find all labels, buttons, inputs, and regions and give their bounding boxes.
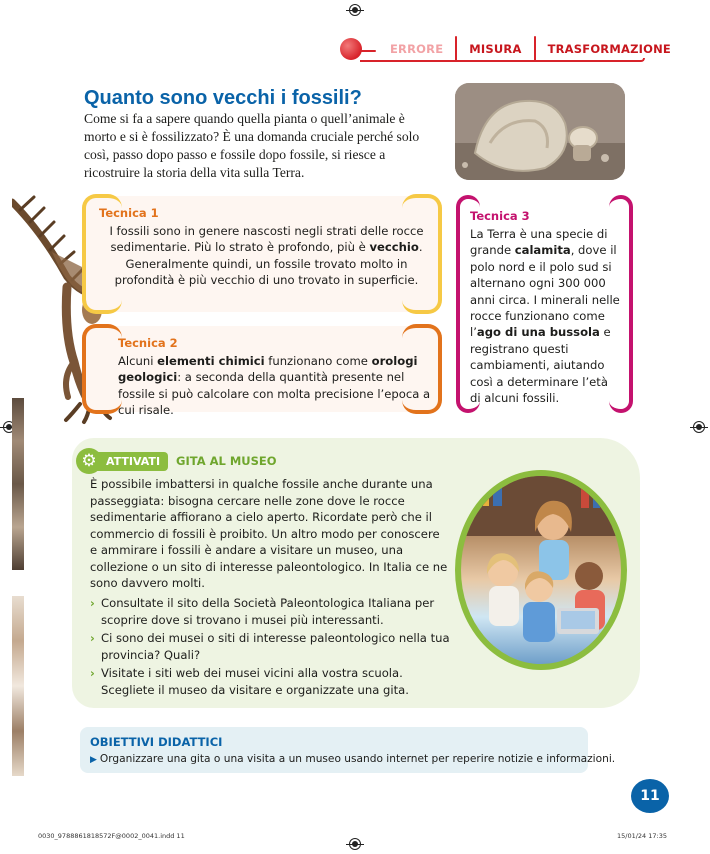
- tecnica-3-box: [458, 197, 631, 411]
- registration-mark-right: [693, 421, 705, 433]
- activity-header: [76, 448, 277, 474]
- tecnica-2-title: Tecnica 2: [118, 336, 178, 350]
- print-slug: 0030_9788861818572F@0002_0041.indd 11: [38, 832, 185, 840]
- tecnica-3-text: La Terra è una specie di grande calamita, dove il polo nord e il polo sud si alternano ogni 300 000 anni circa. I minerali nelle rocce funzionano come l’ago di una bussola e registrano questi cambiamenti, aiutando così a determinare l’età di alcuni fossili.: [470, 227, 620, 406]
- tab-errore[interactable]: ERRORE: [390, 42, 444, 56]
- yarn-ball-icon: [340, 38, 362, 60]
- children-at-computer-photo: [455, 470, 627, 670]
- activity-title: GITA AL MUSEO: [176, 454, 277, 468]
- tecnica-2-frame: [82, 324, 122, 414]
- triangle-right-icon: ▶: [90, 755, 97, 765]
- tecnica-1-box: [86, 196, 438, 312]
- tecnica-1-text: I fossili sono in genere nascosti negli strati delle rocce sedimentarie. Più lo strato è profondo, più è vecchio. Generalmente quindi, un fossile trovato molto in profondità è più vecchio di uno trovato in superficie.: [109, 224, 424, 288]
- tecnica-2-box: [86, 326, 438, 418]
- page-title: Quanto sono vecchi i fossili?: [84, 87, 362, 109]
- tecnica-1-title: Tecnica 1: [99, 206, 159, 220]
- gear-icon: ⚙: [76, 448, 102, 474]
- tab-misura[interactable]: MISURA: [469, 42, 522, 56]
- tecnica-2-text: Alcuni elementi chimici funzionano come orologi geologici: a seconda della quantità presente nel fossile si può calcolare con molta precisione l’epoca a cui risale.: [118, 354, 431, 418]
- tab-underline: [360, 58, 645, 62]
- activity-bullets: [90, 595, 450, 700]
- chevron-right-icon: ›: [90, 631, 95, 645]
- list-item: › Ci sono dei musei o siti di interesse paleontologico nella tua provincia? Quali?: [90, 631, 450, 662]
- tecnica-3-title: Tecnica 3: [470, 209, 530, 223]
- obiettivi-title: OBIETTIVI DIDATTICI: [90, 735, 223, 749]
- registration-mark-top: [349, 4, 361, 16]
- intro-paragraph: Come si fa a sapere quando quella pianta o quell’animale è morto e si è fossilizzato? È una domanda cruciale perché solo così, passo dopo passo e fossile dopo fossile, si riesce a ricostruire la storia della vita sulla Terra.: [84, 111, 420, 180]
- list-item: › Visitate i siti web dei musei vicini alla vostra scuola. Scegliete il museo da visitare e organizzate una gita.: [90, 666, 409, 697]
- list-item: › Consultate il sito della Società Paleontologica Italiana per scoprire dove si trovano i musei più interessanti.: [90, 596, 435, 627]
- activity-text: È possibile imbattersi in qualche fossile anche durante una passeggiata: bisogna cercare nelle zone dove le rocce sedimentarie affiorano a cielo aperto. Ricordate però che il commercio di fossili è proibito. Un altro modo per conoscere e ammirare i fossili è andare a visitare un museo, una collezione o un sito di interesse paleontologico. In Italia ce ne sono davvero molti.: [90, 477, 448, 590]
- children-photo-illustration: [461, 476, 621, 664]
- fossil-photo-illustration: [455, 83, 625, 180]
- print-timestamp: 15/01/24 17:35: [617, 832, 667, 840]
- page-number: 11: [631, 779, 669, 813]
- bleed-photo-strip: [12, 596, 24, 776]
- tab-trasformazione[interactable]: TRASFORMAZIONE: [547, 42, 671, 56]
- registration-mark-bottom: [349, 838, 361, 850]
- chevron-right-icon: ›: [90, 666, 95, 680]
- fossil-photo: [455, 83, 625, 180]
- activity-badge: ATTIVATI: [94, 452, 168, 471]
- obiettivi-didattici-box: [80, 727, 616, 773]
- obiettivi-text: ▶ Organizzare una gita o una visita a un museo usando internet per reperire notizie e informazioni.: [90, 753, 616, 765]
- chevron-right-icon: ›: [90, 596, 95, 610]
